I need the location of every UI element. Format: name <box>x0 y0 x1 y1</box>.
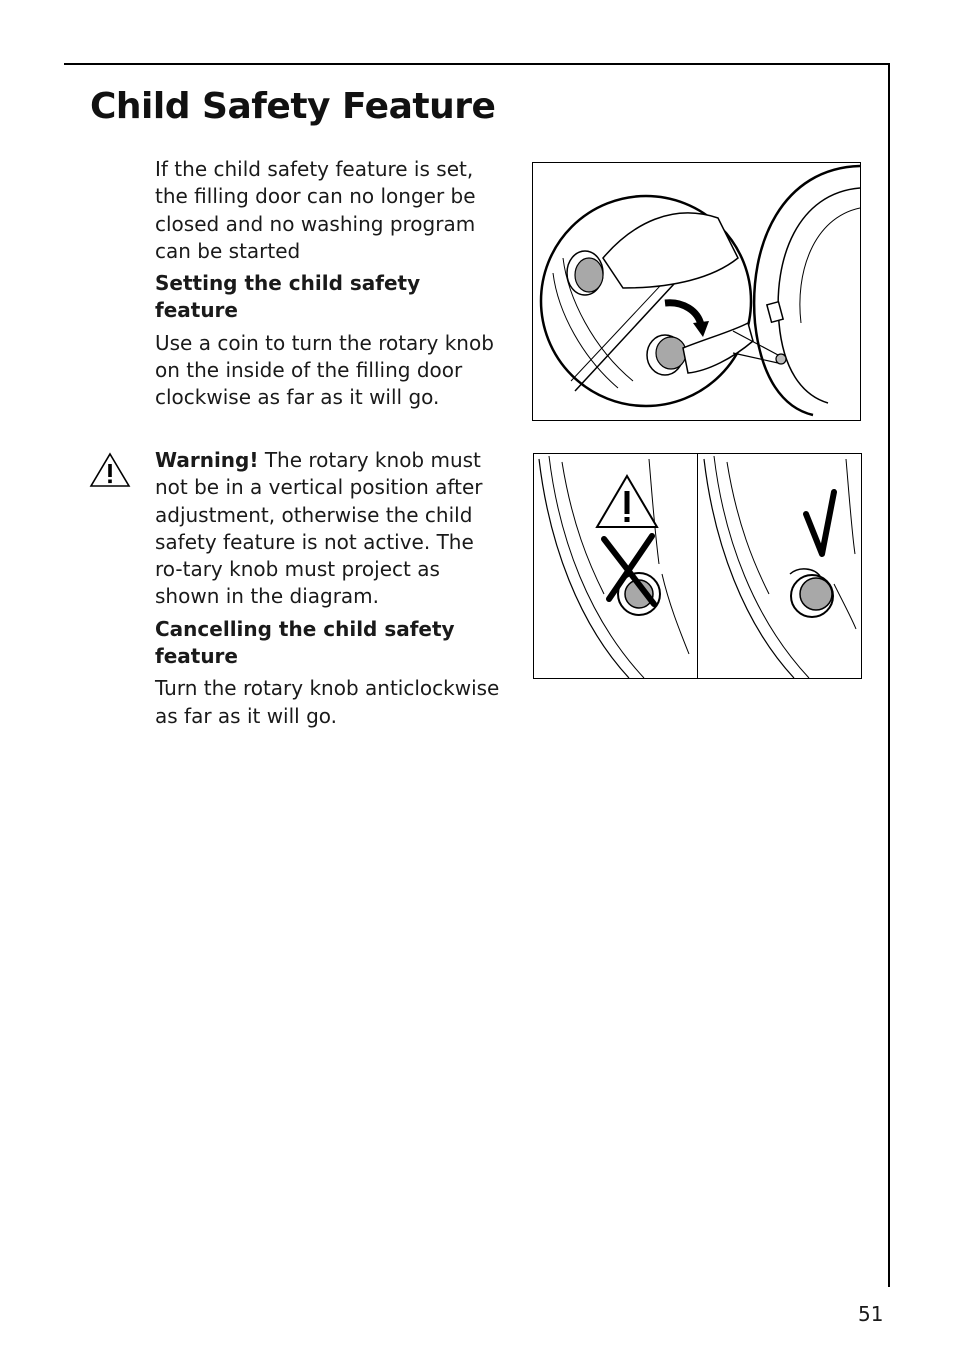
section-warning <box>155 447 507 735</box>
cancel-instructions: Turn the rotary knob anticlockwise as far as it will go. <box>155 676 500 728</box>
warning-label: Warning! <box>155 448 259 472</box>
top-rule <box>64 63 890 65</box>
cancel-heading: Cancelling the child safety feature <box>155 616 455 669</box>
warning-triangle-icon <box>89 452 131 488</box>
setting-instructions: Use a coin to turn the rotary knob on the inside of the filling door clockwise as far as it will go. <box>155 330 494 410</box>
setting-heading: Setting the child safety feature <box>155 271 421 323</box>
section-setting <box>155 156 507 417</box>
knob-turn-illustration <box>532 162 861 421</box>
wrong-position-panel <box>539 456 689 678</box>
warning-triangle-icon <box>597 476 657 527</box>
right-position-panel <box>704 456 856 678</box>
page-title: Child Safety Feature <box>90 86 496 127</box>
right-rule <box>888 63 890 1287</box>
warning-text: The rotary knob must not be in a vertical position after adjustment, otherwise the child safety feature is not active. The ro-tary knob must project as shown in the diagram. <box>155 448 483 609</box>
warning-paragraph <box>155 447 507 611</box>
knob-position-diagram <box>533 453 862 679</box>
intro-paragraph: If the child safety feature is set, the filling door can no longer be closed and no washing program can be started <box>155 157 476 263</box>
check-mark-icon <box>806 492 834 554</box>
page-number: 51 <box>858 1302 884 1326</box>
